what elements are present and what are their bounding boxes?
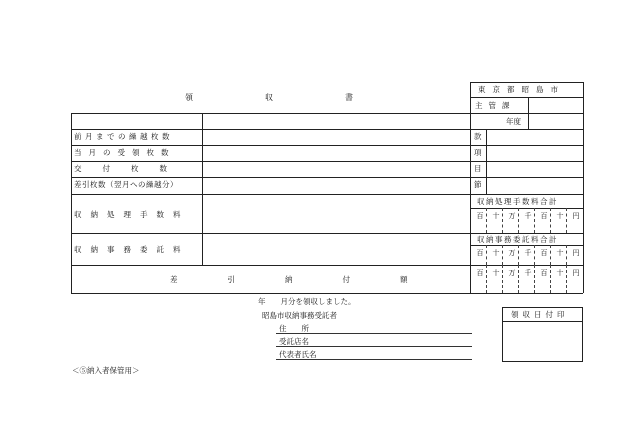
digit-unit: 十 [556,212,564,220]
issuer-divider-1 [470,97,583,98]
stamp-label: 領収日付印 [511,310,569,319]
net-payment-label: 差引納付額 [170,275,458,284]
received-label: 当月の受領枚数 [74,148,176,157]
commission-fee-label: 収納事務委託料 [74,245,190,254]
digit-unit: 十 [556,249,564,257]
label-column-divider [202,113,203,265]
digit-unit: 百 [540,249,548,257]
digit-unit: 十 [556,269,564,277]
row-line-6 [71,233,583,234]
balance-label: 差引枚数（翌月への繰越分） [74,180,178,189]
classification-moku: 目 [474,164,482,173]
row-line-2 [71,145,583,146]
digit-unit: 千 [524,269,532,277]
company-label: 受託店名 [279,337,309,346]
address-label: 住 所 [279,324,309,333]
classification-divider [486,129,487,194]
digit-unit: 十 [492,249,500,257]
issued-label: 交付枚数 [74,164,188,173]
footer-note: ＜⑤納入者保管用＞ [72,366,140,375]
digit-unit: 百 [476,249,484,257]
classification-setsu: 節 [474,180,482,189]
company-line[interactable] [276,346,472,347]
main-table-top [71,113,470,114]
digit-unit: 円 [572,249,580,257]
digit-unit: 千 [524,249,532,257]
form-top-border [470,82,583,83]
digit-unit: 十 [492,269,500,277]
processing-fee-label: 収納処理手数料 [74,210,190,219]
row-line-5 [71,194,583,195]
processing-total-label: 収納処理手数料合計 [477,197,558,206]
row-line-4 [71,177,583,178]
stamp-box-divider [502,321,583,322]
main-left-border [71,113,72,293]
classification-kou: 項 [474,148,482,157]
row-line-7 [71,265,583,266]
address-line[interactable] [276,333,472,334]
row-line-3 [71,161,583,162]
digit-unit: 万 [508,212,516,220]
representative-line[interactable] [276,359,472,360]
issuer-department: 主管課 [475,101,516,110]
dept-divider [528,97,529,129]
classification-kan: 款 [474,132,482,141]
digit-unit: 百 [540,269,548,277]
digit-unit: 千 [524,212,532,220]
form-title: 領収書 [185,93,425,102]
recipient-heading: 昭島市収納事務受託者 [262,311,337,320]
receipt-statement: 年 月分を領収しました。 [258,297,356,306]
main-table-bottom [71,293,583,294]
digit-unit: 百 [476,212,484,220]
right-border [583,82,584,293]
digit-unit: 円 [572,269,580,277]
middle-column-divider [470,82,471,293]
digit-unit: 万 [508,249,516,257]
issuer-city: 東京都昭島市 [478,85,565,94]
issuer-divider-2 [470,113,583,114]
digit-unit: 百 [540,212,548,220]
digit-unit: 円 [572,212,580,220]
representative-label: 代表者氏名 [279,350,317,359]
digit-unit: 百 [476,269,484,277]
digit-unit: 万 [508,269,516,277]
fiscal-year-label: 年度 [506,117,521,126]
carry-over-label: 前月までの繰越枚数 [74,132,173,141]
digit-unit: 十 [492,212,500,220]
commission-total-label: 収納事務委託料合計 [477,235,558,244]
row-line-1 [71,129,583,130]
